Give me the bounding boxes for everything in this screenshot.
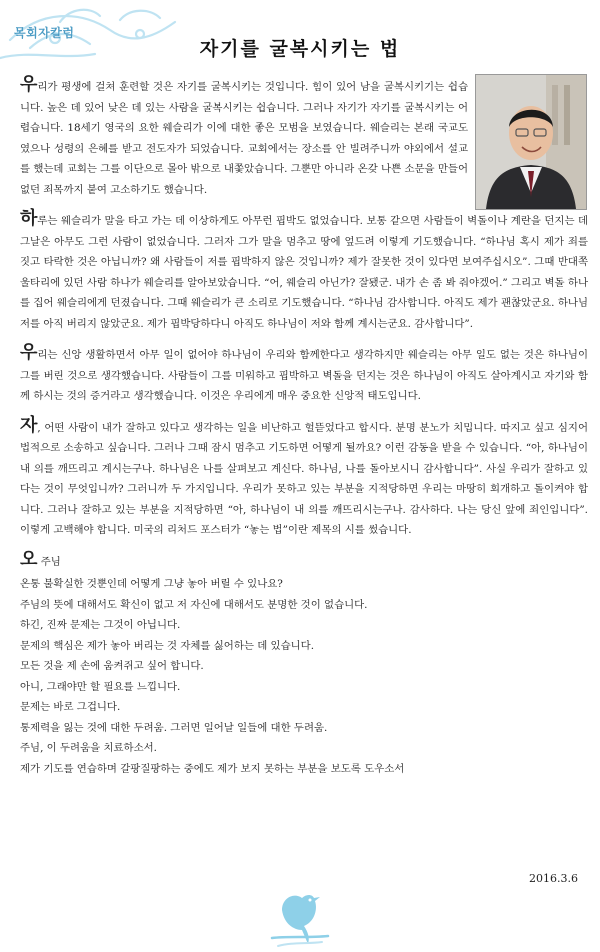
column-tag: 목회자칼럼: [14, 26, 75, 40]
poem-line: 문제의 핵심은 제가 놓아 버리는 것 자체를 싫어하는 데 있습니다.: [20, 639, 314, 652]
poem-body: [20, 574, 588, 779]
paragraph-2: [20, 210, 588, 334]
drop-cap: 오: [20, 548, 38, 570]
poem-line: 주님의 뜻에 대해서도 확신이 없고 저 자신에 대해서도 분명한 것이 없습니다.: [20, 598, 368, 611]
poem-line: 통제력을 잃는 것에 대한 두려움. 그러면 일어날 일들에 대한 두려움.: [20, 721, 328, 734]
poem-line: 문제는 바로 그겁니다.: [20, 701, 121, 713]
paragraph-text: 루는 웨슬리가 말을 타고 가는 데 이상하게도 아무런 핍박도 없었습니다. 보통 같으면 사람들이 벽돌이나 계란을 던지는 데 그날은 아무도 그런 사람이 없었습니다. 그러자 그가 말을 멈추고 땅에 엎드려 이렇게 기도했습니다. “하나님 혹시 제가 죄를 짓고 타락한 것은 아닙니까? 왜 사람들이 저를 핍박하지 않은 것입니까? 제가 잘못한 것이 있다면 보여주십시오”. 그때 반대쪽 울타리에 있던 사람 하나가 웨슬리를 알아보았습니다. “어, 웨슬리 아닌가? 잘됐군. 내가 손 좀 봐 줘야겠어.” 그리고 벽돌 하나를 집어 웨슬리에게 던졌습니다. 그때 웨슬리가 큰 소리로 기도했습니다. “하나님 감사합니다. 아직도 제가 괜찮았군요. 하나님 저를 아직 버리지 않았군요. 제가 핍박당하다니 아직도 하나님이 저와 함께 계시는군요. 감사합니다”.: [20, 215, 588, 330]
drop-cap: 자: [20, 414, 38, 436]
drop-cap: 우: [20, 74, 38, 95]
drop-cap: 하: [20, 208, 38, 229]
page-title: 자기를 굴복시키는 법: [199, 38, 401, 60]
paragraph-text: 리는 신앙 생활하면서 아무 일이 없어야 하나님이 우리와 함께한다고 생각하지만 웨슬리는 아무 일도 없는 것은 하나님이 그를 버린 것으로 생각했습니다. 사람들이 그를 미워하고 핍박하고 벽돌을 던지는 것은 하나님이 아직도 살아계시고 자기와 함께 하시는 것의 증거라고 생각했습니다. 이것은 우리에게 매우 중요한 신앙적 태도입니다.: [20, 349, 588, 402]
poem-line: 온통 불확실한 것뿐인데 어떻게 그냥 놓아 버릴 수 있나요?: [20, 578, 283, 590]
article-body: [20, 76, 588, 779]
drop-cap: 우: [20, 342, 38, 363]
paragraph-1: [20, 76, 468, 200]
poem-line: 제가 기도를 연습하며 갈팡질팡하는 중에도 제가 보지 못하는 부분을 보도록 도우소서: [20, 762, 405, 775]
poem-line: 하긴, 진짜 문제는 그것이 아닙니다.: [20, 619, 181, 631]
poem-line: 주님, 이 두려움을 치료하소서.: [20, 742, 157, 754]
date: 2016.3.6: [529, 872, 578, 885]
paragraph-text: , 어떤 사람이 내가 잘하고 있다고 생각하는 일을 비난하고 헐뜯었다고 합시다. 분명 분노가 치밉니다. 따지고 싶고 심지어 법적으로 소송하고 싶습니다. 그러나 그때 잠시 멈추고 기도하면 어떻게 될까요? 이런 감동을 받을 수 있습니다. “아, 하나님이 내 의를 깨뜨리고 계시는구나. 하나님은 나를 살펴보고 계신다. 하나님, 나를 돌아보시니 감사합니다”. 사실 우리가 잘하고 있다는 것이 무엇입니까? 그러니까 두 가지입니다. 우리가 못하고 있는 부분을 지적당하면 우리는 마땅히 회개하고 돌이켜야 합니다. 그러나 잘하고 있는 부분을 지적당하면 “아, 하나님이 내 의를 깨뜨리시는구나. 감사하다. 나는 당신 앞에 죄인입니다”. 이렇게 고백해야 합니다. 미국의 리처드 포스터가 “놓는 법”이란 제목의 시를 썼습니다.: [20, 421, 588, 536]
paragraph-4: [20, 414, 588, 541]
poem-line: 아니, 그래야만 할 필요를 느낍니다.: [20, 680, 181, 693]
bird-icon: [268, 880, 332, 952]
poem-line: 모든 것을 제 손에 움켜쥐고 싶어 합니다.: [20, 660, 204, 672]
paragraph-text: 리가 평생에 걸쳐 훈련할 것은 자기를 굴복시키는 것입니다. 힘이 있어 남을 굴복시키기는 쉽습니다. 높은 데 있어 낮은 데 있는 사람을 굴복시키는 쉽습니다. 그러나 자기가 자기를 굴복시키는 어렵습니다. 18세기 영국의 요한 웨슬리가 이에 대한 좋은 모범을 보였습니다. 웨슬리는 본래 국교도였으나 성령의 은혜를 받고 전도자가 되었습니다. 교회에서는 장소를 안 빌려주니까 야외에서 설교를 했는데 교회는 그를 이단으로 몰아 밖으로 내쫓았습니다. 그뿐만 아니라 온갖 나쁜 소문을 만들어 없던 죄목까지 붙여 고소하기도 했습니다.: [20, 81, 468, 196]
poem-heading: [20, 548, 588, 573]
paragraph-3: [20, 344, 588, 407]
poem-heading-text: 주님: [37, 555, 61, 568]
